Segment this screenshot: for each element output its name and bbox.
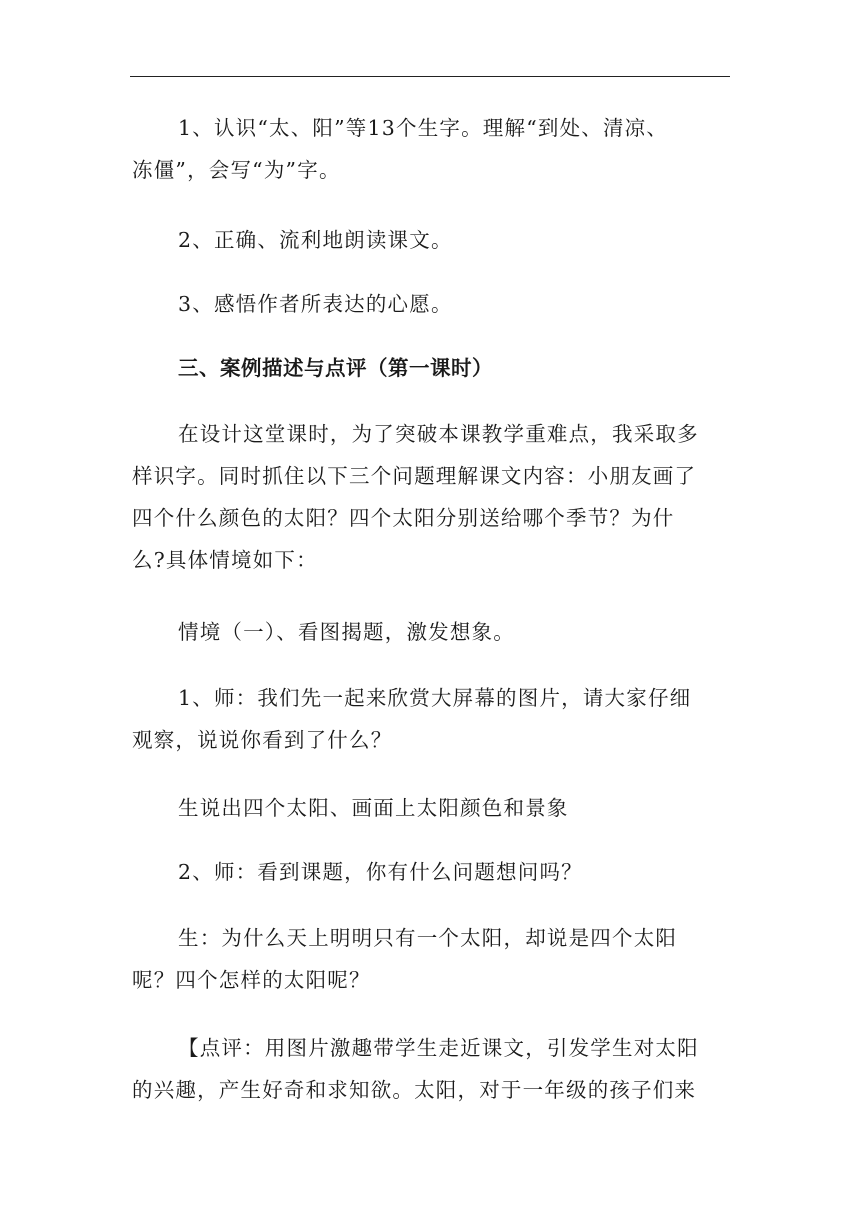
text-line: 冻僵”，会写“为”字。 — [132, 158, 341, 182]
text-line: 1、认识“太、阳”等13个生字。理解“到处、清凉、 — [178, 116, 669, 140]
teacher-question-1 — [132, 677, 732, 761]
text-line: 在设计这堂课时，为了突破本课教学重难点，我采取多 — [178, 422, 699, 446]
text-line: 2、正确、流利地朗读课文。 — [178, 228, 453, 252]
header-rule — [130, 76, 730, 77]
text-line: 生说出四个太阳、画面上太阳颜色和景象 — [178, 796, 569, 820]
objective-2 — [132, 219, 732, 261]
text-line: 么?具体情境如下： — [132, 548, 318, 572]
text-line: 的兴趣，产生好奇和求知欲。太阳，对于一年级的孩子们来 — [132, 1078, 697, 1102]
objective-3 — [132, 283, 732, 325]
student-answer-2 — [132, 917, 732, 1001]
text-line: 情境（一）、看图揭题，激发想象。 — [178, 620, 515, 644]
text-line: 观察，说说你看到了什么？ — [132, 728, 393, 752]
text-line: 四个什么颜色的太阳？四个太阳分别送给哪个季节？为什 — [132, 506, 675, 530]
text-line: 1、师：我们先一起来欣赏大屏幕的图片，请大家仔细 — [178, 686, 692, 710]
heading-text: 三、案例描述与点评（第一课时） — [178, 356, 493, 380]
teacher-question-2 — [132, 851, 732, 893]
objective-1 — [132, 107, 732, 191]
scenario-heading — [132, 611, 732, 653]
text-line: 样识字。同时抓住以下三个问题理解课文内容：小朋友画了 — [132, 464, 697, 488]
design-paragraph — [132, 413, 732, 581]
text-line: 2、师：看到课题，你有什么问题想问吗？ — [178, 860, 583, 884]
text-line: 生：为什么天上明明只有一个太阳，却说是四个太阳 — [178, 926, 678, 950]
text-line: 呢？四个怎样的太阳呢？ — [132, 968, 371, 992]
student-answer-1 — [132, 787, 732, 829]
comment-paragraph — [132, 1027, 732, 1111]
text-line: 【点评：用图片激趣带学生走近课文，引发学生对太阳 — [178, 1036, 699, 1060]
section-heading — [132, 347, 732, 389]
text-line: 3、感悟作者所表达的心愿。 — [178, 292, 453, 316]
